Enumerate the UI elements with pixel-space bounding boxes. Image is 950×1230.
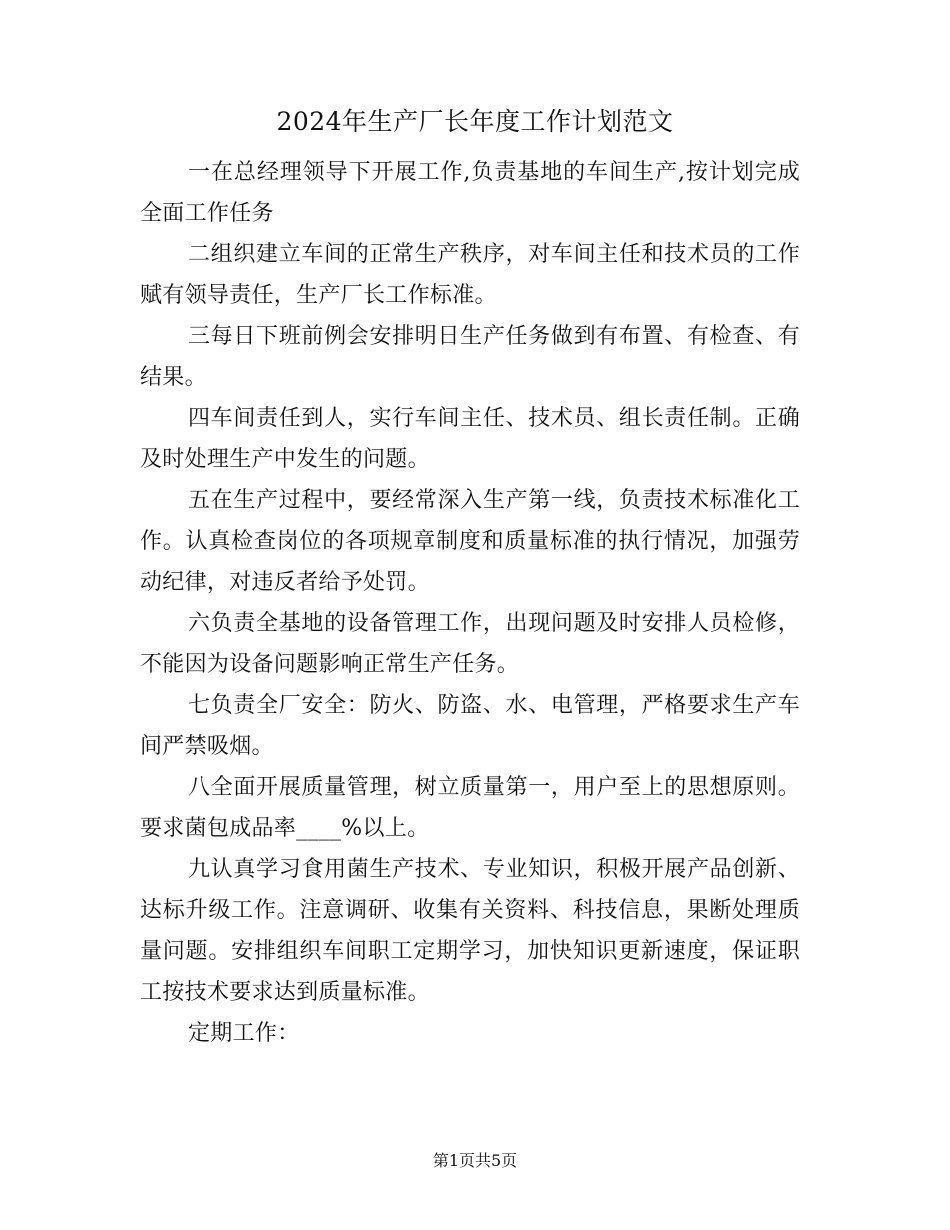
paragraph-10: 定期工作： xyxy=(188,1021,300,1046)
paragraph-5: 五在生产过程中，要经常深入生产第一线，负责技术标准化工作。认真检查岗位的各项规章制度和质量标准的执行情况，加强劳动纪律，对违反者给予处罚。 xyxy=(140,488,800,595)
paragraph-4: 四车间责任到人，实行车间主任、技术员、组长责任制。正确及时处理生产中发生的问题。 xyxy=(140,406,800,472)
paragraph-1: 一在总经理领导下开展工作,负责基地的车间生产,按计划完成全面工作任务 xyxy=(140,160,800,226)
document-body xyxy=(140,152,800,1054)
page-number-footer: 第1页共5页 xyxy=(432,1151,518,1170)
paragraph-7: 七负责全厂安全：防火、防盗、水、电管理，严格要求生产车间严禁吸烟。 xyxy=(140,693,800,759)
paragraph-8: 八全面开展质量管理，树立质量第一，用户至上的思想原则。要求菌包成品率____%以上。 xyxy=(140,775,800,841)
paragraph-2: 二组织建立车间的正常生产秩序，对车间主任和技术员的工作赋有领导责任，生产厂长工作标准。 xyxy=(140,242,800,308)
paragraph-6: 六负责全基地的设备管理工作，出现问题及时安排人员检修，不能因为设备问题影响正常生产任务。 xyxy=(140,611,800,677)
document-title: 2024年生产厂长年度工作计划范文 xyxy=(276,107,674,136)
paragraph-9: 九认真学习食用菌生产技术、专业知识，积极开展产品创新、达标升级工作。注意调研、收集有关资料、科技信息，果断处理质量问题。安排组织车间职工定期学习，加快知识更新速度，保证职工按技术要求达到质量标准。 xyxy=(140,857,800,1005)
paragraph-3: 三每日下班前例会安排明日生产任务做到有布置、有检查、有结果。 xyxy=(140,324,800,390)
